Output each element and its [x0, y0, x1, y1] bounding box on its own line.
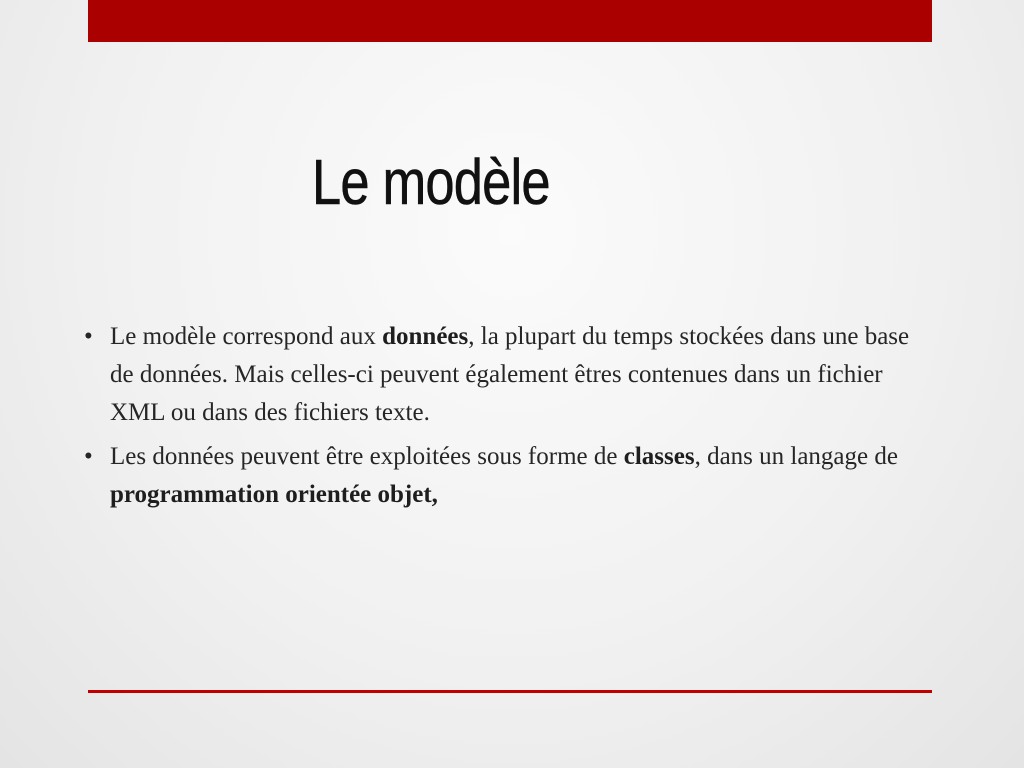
bullet-1-bold-donnees: données	[382, 323, 469, 350]
bullet-2-text-continued: , dans un langage de	[694, 443, 898, 470]
bullet-item-2	[84, 438, 914, 514]
bullet-1-text: Le modèle correspond aux	[110, 323, 383, 350]
bullet-1-text-continued: , la plupart du temps stockées dans une base de données. Mais celles-ci peuvent également êtres contenues dans un fichier XML ou dans des fichiers texte.	[110, 323, 910, 426]
bullet-icon: •	[84, 323, 93, 350]
bullet-item-1	[84, 318, 914, 432]
bullet-2-bold-classes: classes	[623, 443, 695, 470]
bullet-list	[84, 318, 914, 520]
bullet-icon: •	[84, 443, 93, 470]
top-accent-bar	[88, 0, 932, 42]
bottom-divider-line	[88, 690, 932, 693]
bullet-2-bold-poo: programmation orientée objet,	[110, 481, 438, 508]
slide-title: Le modèle	[312, 146, 550, 218]
bullet-2-text: Les données peuvent être exploitées sous forme de	[110, 443, 624, 470]
